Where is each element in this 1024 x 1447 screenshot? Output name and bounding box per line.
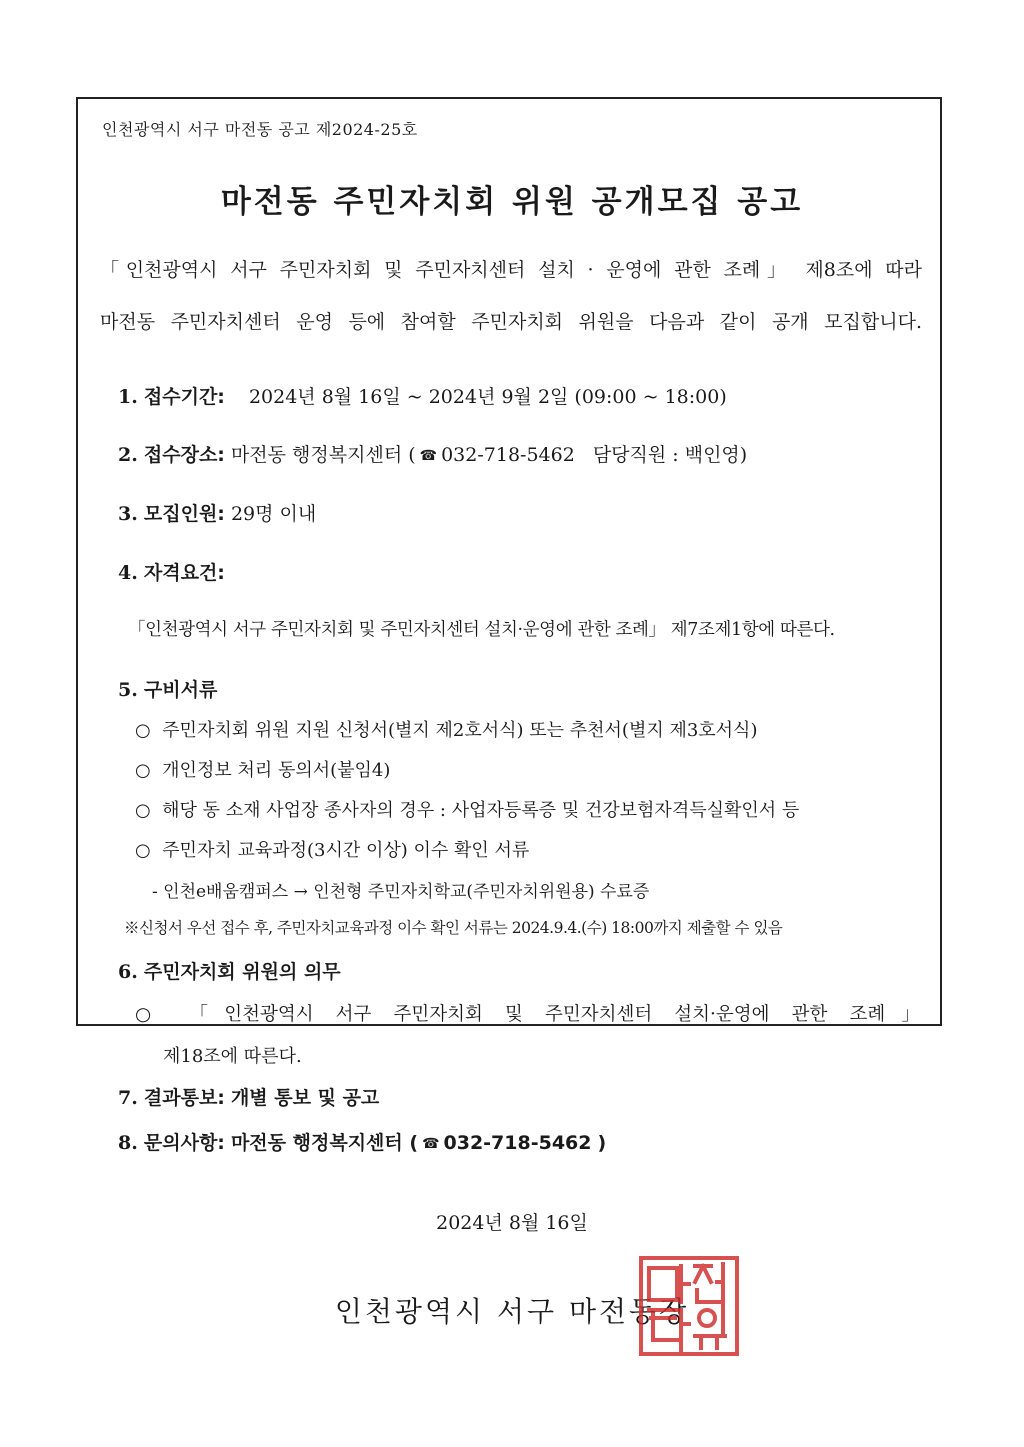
item-count bbox=[118, 499, 316, 526]
item-duty bbox=[118, 957, 341, 984]
telephone-icon: ☎ bbox=[419, 448, 438, 464]
bullet-circle: ○ bbox=[135, 840, 151, 861]
item-label: 결과통보: bbox=[143, 1087, 225, 1109]
item-number: 1. bbox=[118, 386, 138, 408]
notice-date: 2024년 8월 16일 bbox=[436, 1212, 588, 1234]
item-label: 구비서류 bbox=[143, 679, 218, 701]
official-seal-icon bbox=[637, 1254, 741, 1358]
item-number: 2. bbox=[118, 444, 138, 466]
document-number: 인천광역시 서구 마전동 공고 제2024-25호 bbox=[102, 120, 418, 139]
item-inquiry bbox=[118, 1128, 606, 1155]
list-item: ○ 주민자치회 위원 지원 신청서(별지 제2호서식) 또는 추천서(별지 제3호서식) bbox=[135, 720, 758, 741]
intro-line-2: 마전동 주민자치센터 운영 등에 참여할 주민자치회 위원을 다음과 같이 공개 모집합니다. bbox=[100, 311, 922, 333]
item-number: 7. bbox=[118, 1087, 138, 1109]
item-documents bbox=[118, 675, 217, 702]
item-label: 주민자치회 위원의 의무 bbox=[143, 961, 341, 983]
item-result bbox=[118, 1083, 379, 1110]
item-label: 접수기간: bbox=[143, 386, 225, 408]
documents-sub-item: - 인천e배움캠퍼스 → 인천형 주민자치학교(주민자치위원용) 수료증 bbox=[152, 882, 650, 902]
duty-line-2: 제18조에 따른다. bbox=[163, 1046, 302, 1067]
item-value-contact: 담당직원 : 백인영) bbox=[592, 444, 748, 466]
item-number: 4. bbox=[118, 562, 138, 584]
qualification-text: 「인천광역시 서구 주민자치회 및 주민자치센터 설치·운영에 관한 조례」 제7조제1항에 따른다. bbox=[128, 620, 835, 640]
item-place bbox=[118, 440, 747, 467]
bullet-circle: ○ bbox=[135, 1004, 168, 1025]
item-value: 마전동 행정복지센터 ( bbox=[230, 444, 416, 466]
documents-note: ※신청서 우선 접수 후, 주민자치교육과정 이수 확인 서류는 2024.9.4.(수) 18:00까지 제출할 수 있음 bbox=[124, 919, 783, 937]
intro-line-1: 「인천광역시 서구 주민자치회 및 주민자치센터 설치 · 운영에 관한 조례」 제8조에 따라 bbox=[100, 259, 922, 281]
item-qualification bbox=[118, 558, 225, 585]
item-value: 마전동 행정복지센터 ( bbox=[230, 1132, 419, 1154]
bullet-circle: ○ bbox=[135, 800, 151, 821]
list-item: ○ 주민자치 교육과정(3시간 이상) 이수 확인 서류 bbox=[135, 840, 530, 861]
item-number: 5. bbox=[118, 679, 138, 701]
notice-title: 마전동 주민자치회 위원 공개모집 공고 bbox=[220, 184, 804, 220]
item-value-close: ) bbox=[597, 1132, 607, 1154]
item-number: 6. bbox=[118, 961, 138, 983]
phone-number: 032-718-5462 bbox=[441, 444, 575, 466]
item-label: 자격요건: bbox=[143, 562, 225, 584]
item-label: 모집인원: bbox=[143, 503, 225, 525]
item-number: 3. bbox=[118, 503, 138, 525]
item-value: 2024년 8월 16일 ~ 2024년 9월 2일 (09:00 ~ 18:00) bbox=[248, 386, 727, 408]
duty-line-1: ○ 「인천광역시 서구 주민자치회 및 주민자치센터 설치·운영에 관한 조례」 bbox=[135, 1004, 920, 1025]
telephone-icon: ☎ bbox=[422, 1136, 440, 1152]
item-value: 개별 통보 및 공고 bbox=[230, 1087, 380, 1109]
list-item: ○ 해당 동 소재 사업장 종사자의 경우 : 사업자등록증 및 건강보험자격득실확인서 등 bbox=[135, 800, 800, 821]
item-value: 29명 이내 bbox=[230, 503, 317, 525]
issuer-name: 인천광역시 서구 마전동장 bbox=[334, 1295, 690, 1328]
item-label: 접수장소: bbox=[143, 444, 225, 466]
bullet-circle: ○ bbox=[135, 720, 151, 741]
phone-number: 032-718-5462 bbox=[443, 1132, 592, 1154]
bullet-circle: ○ bbox=[135, 760, 151, 781]
item-period bbox=[118, 382, 727, 409]
item-number: 8. bbox=[118, 1132, 138, 1154]
item-label: 문의사항: bbox=[143, 1132, 225, 1154]
list-item: ○ 개인정보 처리 동의서(붙임4) bbox=[135, 760, 391, 781]
